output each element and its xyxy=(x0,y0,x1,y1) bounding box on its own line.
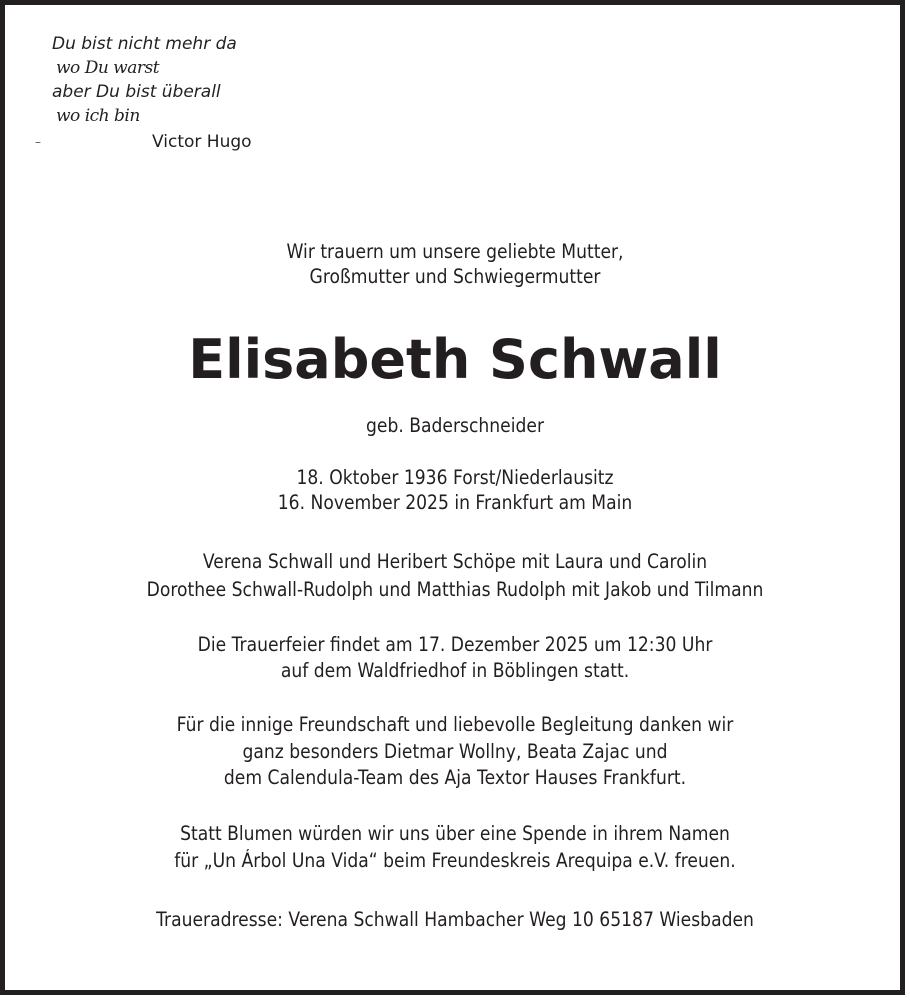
quote-line: aber Du bist überall xyxy=(52,82,221,102)
death-date: 16. November 2025 in Frankfurt am Main xyxy=(277,491,633,514)
donation-line: für „Un Árbol Una Vida“ beim Freundeskreis Arequipa e.V. freuen. xyxy=(174,849,736,872)
quote-author: Victor Hugo xyxy=(152,132,252,152)
quote-line-script: wo Du warst xyxy=(56,58,160,78)
maiden-name: geb. Baderschneider xyxy=(365,414,545,437)
intro-line-2: Großmutter und Schwiegermutter xyxy=(309,265,601,288)
quote-line: Du bist nicht mehr da xyxy=(52,34,237,54)
deceased-name: Elisabeth Schwall xyxy=(188,328,722,391)
mourner-line: Dorothee Schwall-Rudolph und Matthias Rudolph mit Jakob und Tilmann xyxy=(146,578,764,601)
quote-block xyxy=(35,32,252,152)
quote-line-script: wo ich bin xyxy=(56,106,140,126)
donation-line: Statt Blumen würden wir uns über eine Spende in ihrem Namen xyxy=(180,822,730,845)
thanks-line: Für die innige Freundschaft und liebevolle Begleitung danken wir xyxy=(176,713,734,736)
birth-date: 18. Oktober 1936 Forst/Niederlausitz xyxy=(296,466,614,489)
mourner-line: Verena Schwall und Heribert Schöpe mit Laura und Carolin xyxy=(202,550,708,573)
funeral-line: auf dem Waldfriedhof in Böblingen statt. xyxy=(280,659,630,682)
thanks-line: ganz besonders Dietmar Wollny, Beata Zajac und xyxy=(242,740,668,763)
funeral-line: Die Trauerfeier findet am 17. Dezember 2025 um 12:30 Uhr xyxy=(197,633,713,656)
mourning-address: Traueradresse: Verena Schwall Hambacher Weg 10 65187 Wiesbaden xyxy=(156,908,754,931)
thanks-line: dem Calendula-Team des Aja Textor Hauses Frankfurt. xyxy=(223,766,687,789)
quote-dash: – xyxy=(35,135,41,149)
intro-line-1: Wir trauern um unsere geliebte Mutter, xyxy=(286,240,624,263)
